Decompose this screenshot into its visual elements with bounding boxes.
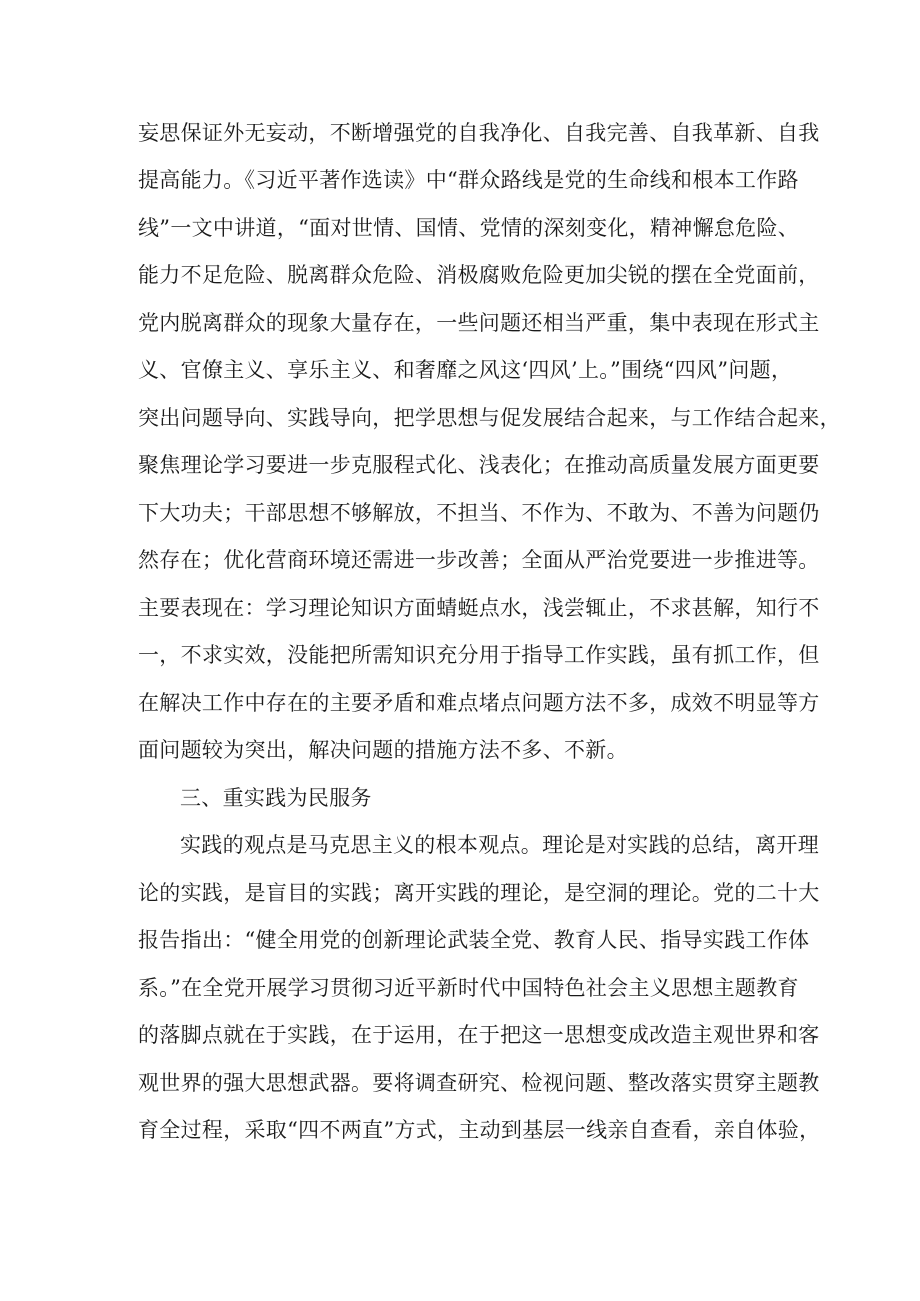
paragraph-1-line-11: 主要表现在：学习理论知识方面蜻蜓点水，浅尝辄止，不求甚解，知行不 bbox=[138, 596, 820, 620]
paragraph-1-line-5: 党内脱离群众的现象大量存在，一些问题还相当严重，集中表现在形式主 bbox=[138, 311, 820, 335]
paragraph-1-line-13: 在解决工作中存在的主要矛盾和难点堵点问题方法不多，成效不明显等方 bbox=[138, 691, 820, 715]
paragraph-2-line-4: 系。”在全党开展学习贯彻习近平新时代中国特色社会主义思想主题教育 bbox=[138, 976, 799, 1000]
paragraph-1-line-8: 聚焦理论学习要进一步克服程式化、浅表化；在推动高质量发展方面更要 bbox=[138, 453, 820, 477]
paragraph-1-line-6: 义、官僚主义、享乐主义、和奢靡之风这‘四风’上。”围绕“四风”问题， bbox=[138, 358, 793, 382]
paragraph-1-line-10: 然存在；优化营商环境还需进一步改善；全面从严治党要进一步推进等。 bbox=[138, 548, 820, 572]
paragraph-2-line-3: 报告指出：“健全用党的创新理论武装全党、教育人民、指导实践工作体 bbox=[138, 928, 810, 952]
paragraph-2-line-6: 观世界的强大思想武器。要将调查研究、检视问题、整改落实贯穿主题教 bbox=[138, 1071, 820, 1095]
paragraph-1-line-1: 妄思保证外无妄动，不断增强党的自我净化、自我完善、自我革新、自我 bbox=[138, 121, 820, 145]
paragraph-1-line-14: 面问题较为突出，解决问题的措施方法不多、不新。 bbox=[138, 738, 628, 762]
section-heading: 三、重实践为民服务 bbox=[180, 786, 372, 810]
paragraph-2-line-7: 育全过程，采取“四不两直”方式，主动到基层一线亲自查看，亲自体验， bbox=[138, 1118, 821, 1142]
paragraph-1-line-4: 能力不足危险、脱离群众危险、消极腐败危险更加尖锐的摆在全党面前， bbox=[138, 263, 820, 287]
paragraph-2-line-2: 论的实践，是盲目的实践；离开实践的理论，是空洞的理论。党的二十大 bbox=[138, 881, 820, 905]
paragraph-1-line-12: 一，不求实效，没能把所需知识充分用于指导工作实践，虽有抓工作，但 bbox=[138, 643, 820, 667]
paragraph-1-line-9: 下大功夫；干部思想不够解放，不担当、不作为、不敢为、不善为问题仍 bbox=[138, 501, 820, 525]
paragraph-2-line-1: 实践的观点是马克思主义的根本观点。理论是对实践的总结，离开理 bbox=[180, 833, 819, 857]
paragraph-1-line-7: 突出问题导向、实践导向，把学思想与促发展结合起来，与工作结合起来， bbox=[138, 406, 841, 430]
paragraph-1-line-3: 线”一文中讲道，“面对世情、国情、党情的深刻变化，精神懈怠危险、 bbox=[138, 216, 800, 240]
paragraph-1-line-2: 提高能力。《习近平著作选读》中“群众路线是党的生命线和根本工作路 bbox=[138, 168, 799, 192]
paragraph-2-line-5: 的落脚点就在于实践，在于运用，在于把这一思想变成改造主观世界和客 bbox=[138, 1023, 820, 1047]
